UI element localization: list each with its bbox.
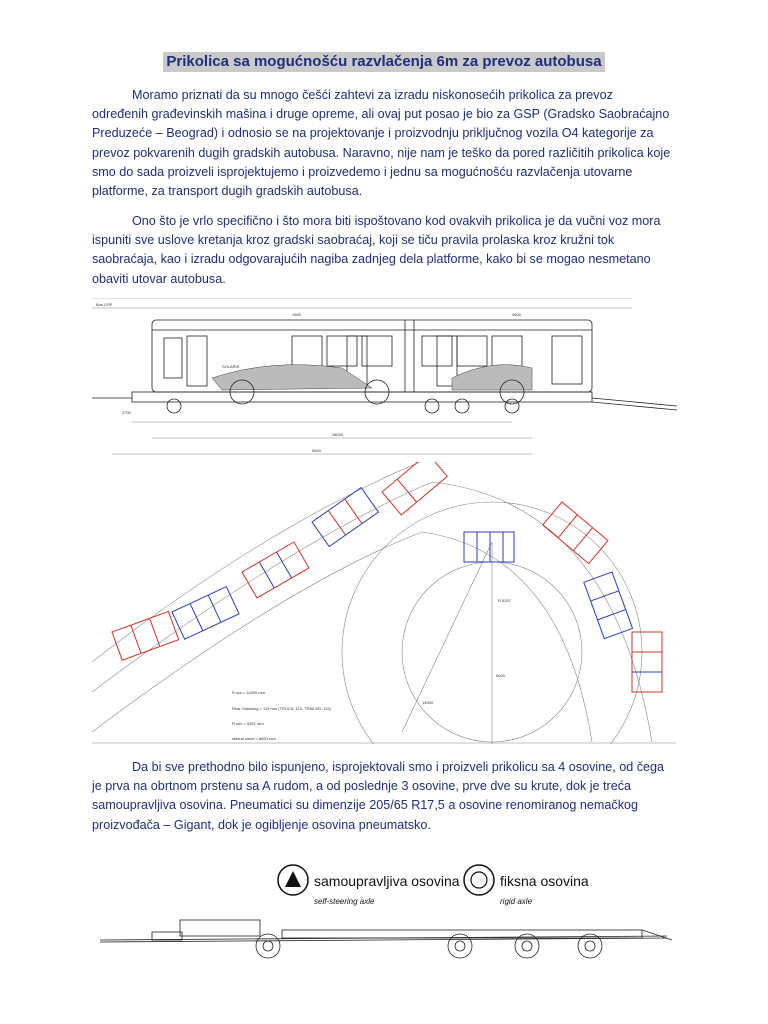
dim-2: 5820: [312, 448, 321, 453]
info-line-1: R out = 14000 mm: [232, 690, 266, 695]
info-line-4: stazna sirina = 8663 mm: [232, 736, 276, 741]
page-title: Prikolica sa mogućnošću razvlačenja 6m za prevoz autobusa: [163, 52, 604, 72]
paragraph-3-text: Da bi sve prethodno bilo ispunjeno, isprojektovali smo i proizveli prikolicu sa 4 osovine, od čega je prva na obrtnom prstenu sa A rudom, a od poslednje 3 osovine, prve dve su krute, dok je treća samoupravljiva osovina. Pneumatici su dimenzije 205/65 R17,5 a osovine renomiranog nemačkog proizvođača – Gigant, dok je ogibljenje osovina pneumatsko.: [92, 760, 665, 832]
rigid-label: fiksna osovina: [500, 873, 589, 889]
dim-5: 4600: [512, 312, 521, 317]
info-line-2: Rear Outswing = 119 mm (TRUCK: 110, TRAILER: 119): [232, 706, 331, 711]
rigid-sub: rigid axle: [500, 897, 533, 906]
paragraph-1: [92, 86, 672, 201]
dim-d-label: 14000: [422, 700, 434, 705]
svg-text:Bus GSP: Bus GSP: [96, 302, 113, 307]
paragraph-1-text: Moramo priznati da su mnogo češći zahtevi za izradu niskonosećih prikolica za prevoz određenih građevinskih mašina i druge opreme, ali ovaj put posao je bio za GSP (Gradsko Saobraćajno Preduzeće – Beograd) i odnosio se na projektovanje i proizvodnju priključnog vozila O4 kategorije za prevoz pokvarenih dugih gradskih autobusa. Naravno, nije nam je teško da pored različitih prikolica koje smo do sada proizveli isprojektujemo i proizvedemo i jednu sa mogućnošću razvlačenja utovarne platforme, za transport dugih gradskih autobusa.: [92, 88, 671, 199]
paragraph-2-text: Ono što je vrlo specifično i što mora biti ispoštovano kod ovakvih prikolica je da vučni voz mora ispuniti sve uslove kretanja kroz gradski saobraćaj, koji se tiču pravila prolaska kroz kružni tok saobraćaja, kao i izradu odgovarajućih nagiba zadnjeg dela platforme, kako bi se mogao nesmetano obaviti utovar autobusa.: [92, 214, 661, 286]
bus-trailer-side-drawing: [92, 298, 682, 462]
dim-4: 1500: [292, 312, 301, 317]
self-steer-label: samoupravljiva osovina: [314, 873, 460, 889]
r-outer-label: R 5337: [498, 598, 511, 603]
dim-v-label: 6000: [496, 673, 505, 678]
turning-radius-drawing: [92, 462, 676, 744]
title-wrap: [0, 52, 768, 72]
paragraph-2: [92, 212, 672, 289]
dim-3: 2700: [122, 410, 131, 415]
dim-1: 18000: [332, 432, 344, 437]
self-steer-sub: self-steering axle: [314, 897, 375, 906]
axle-legend-drawing: [92, 860, 676, 970]
info-line-3: R min = 5337 mm: [232, 721, 264, 726]
paragraph-3: [92, 758, 672, 835]
bus-label: SOLARIS: [222, 364, 240, 369]
